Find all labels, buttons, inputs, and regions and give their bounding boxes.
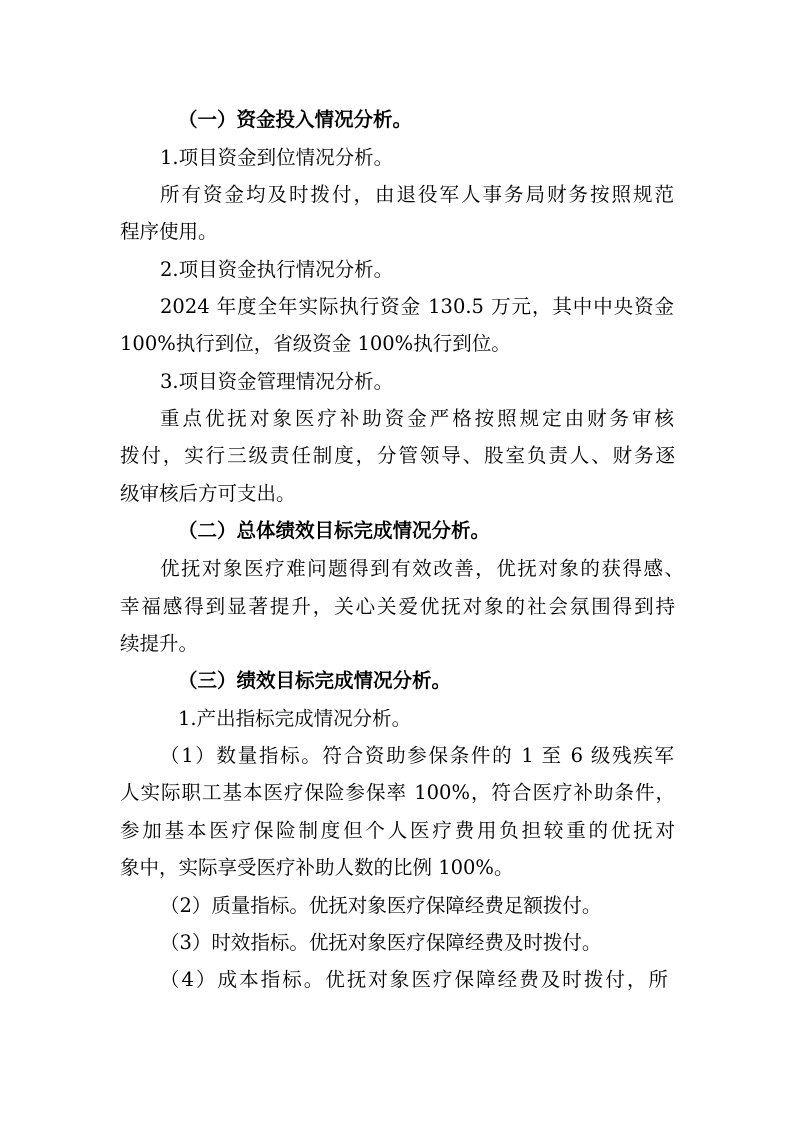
paragraph-line: 级审核后方可支出。: [120, 482, 296, 505]
subheading-fund-execution: 2.项目资金执行情况分析。: [160, 258, 394, 281]
subheading-fund-arrival: 1.项目资金到位情况分析。: [160, 146, 394, 169]
paragraph-line: （2）质量指标。优抚对象医疗保障经费足额拨付。: [160, 894, 602, 917]
paragraph-line: 程序使用。: [120, 220, 218, 243]
paragraph-line: （4）成本指标。优抚对象医疗保障经费及时拨付，所: [160, 968, 668, 991]
paragraph-line: 人实际职工基本医疗保险参保率 100%，符合医疗补助条件，: [120, 781, 675, 804]
section-heading-2: （二）总体绩效目标完成情况分析。: [178, 519, 491, 542]
paragraph-line: 参加基本医疗保险制度但个人医疗费用负担较重的优抚对: [120, 819, 675, 842]
paragraph-line: 优抚对象医疗难问题得到有效改善，优抚对象的获得感、: [160, 557, 684, 580]
subheading-output-indicators: 1.产出指标完成情况分析。: [178, 707, 412, 730]
paragraph-line: 续提升。: [120, 632, 199, 655]
paragraph-line: 所有资金均及时拨付，由退役军人事务局财务按照规范: [160, 183, 674, 206]
paragraph-line: （3）时效指标。优抚对象医疗保障经费及时拨付。: [160, 931, 602, 954]
subheading-fund-management: 3.项目资金管理情况分析。: [160, 370, 394, 393]
paragraph-line: 100%执行到位，省级资金 100%执行到位。: [120, 332, 511, 355]
paragraph-line: 拨付，实行三级责任制度，分管领导、股室负责人、财务逐: [120, 444, 675, 467]
paragraph-line: 象中，实际享受医疗补助人数的比例 100%。: [120, 856, 514, 879]
section-heading-1: （一）资金投入情况分析。: [178, 108, 413, 131]
paragraph-line: 2024 年度全年实际执行资金 130.5 万元，其中中央资金: [160, 295, 674, 318]
section-heading-3: （三）绩效目标完成情况分析。: [178, 669, 452, 692]
paragraph-line: 重点优抚对象医疗补助资金严格按照规定由财务审核: [160, 407, 674, 430]
paragraph-line: 幸福感得到显著提升，关心关爱优抚对象的社会氛围得到持: [120, 595, 675, 618]
paragraph-line: （1）数量指标。符合资助参保条件的 1 至 6 级残疾军: [160, 744, 674, 767]
